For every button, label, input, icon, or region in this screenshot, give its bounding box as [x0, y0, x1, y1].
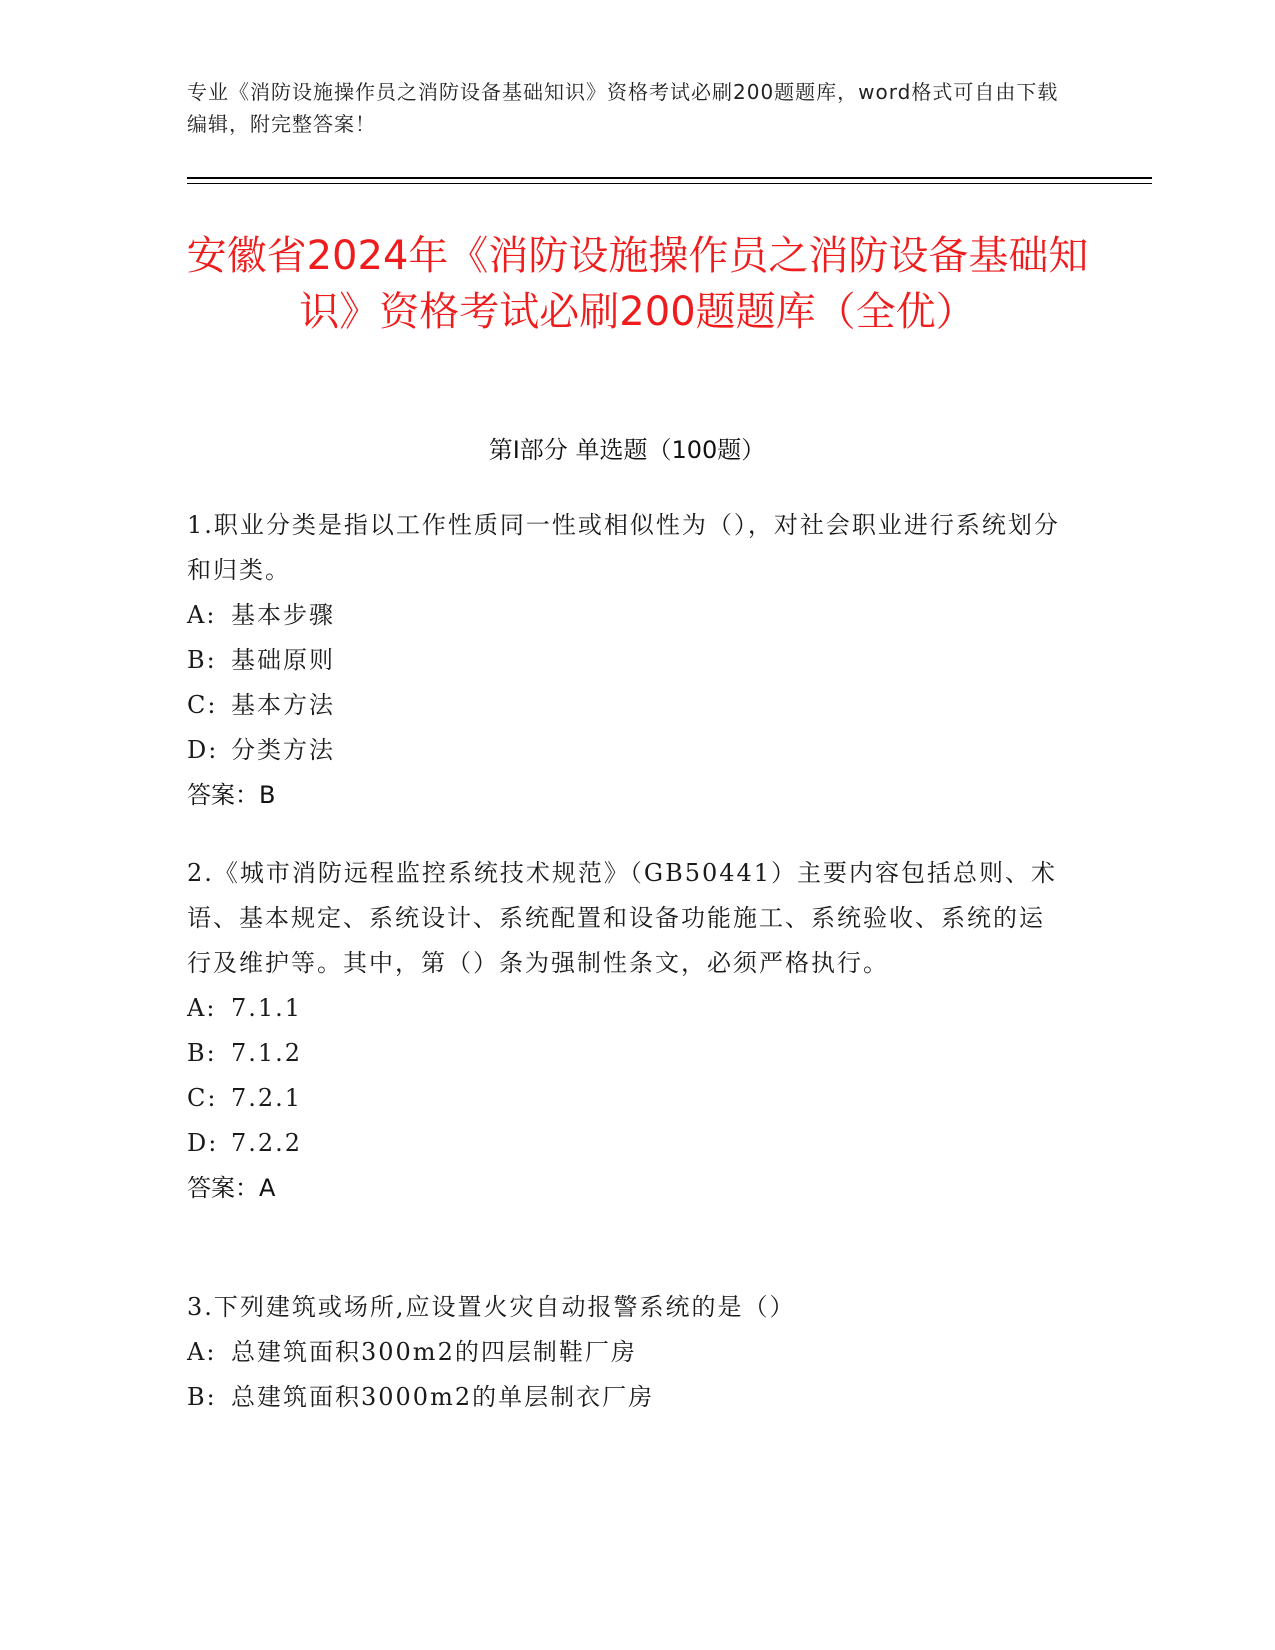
- option-key: D:: [187, 736, 219, 764]
- question-2-option-c: [187, 1076, 1067, 1121]
- option-text: 7.1.2: [231, 1039, 303, 1067]
- option-key: D:: [187, 1129, 219, 1157]
- option-key: A:: [187, 601, 217, 629]
- option-text: 总建筑面积3000m2的单层制衣厂房: [231, 1383, 655, 1411]
- question-1-option-a: [187, 593, 1067, 638]
- question-2-text: 2.《城市消防远程监控系统技术规范》（GB50441）主要内容包括总则、术语、基本规定、系统设计、系统配置和设备功能施工、系统验收、系统的运行及维护等。其中，第（）条为强制性条文，必须严格执行。: [187, 859, 1058, 977]
- option-text: 分类方法: [231, 736, 335, 764]
- question-1-option-d: [187, 728, 1067, 773]
- option-key: A:: [187, 1338, 217, 1366]
- question-3-option-b: [187, 1375, 1067, 1420]
- option-text: 基础原则: [231, 646, 335, 674]
- question-3-text: 3.下列建筑或场所,应设置火灾自动报警系统的是（）: [187, 1293, 796, 1321]
- question-2-option-b: [187, 1031, 1067, 1076]
- option-text: 7.2.1: [231, 1084, 303, 1112]
- header-divider-thin: [187, 183, 1152, 184]
- question-2: [187, 851, 1067, 1211]
- question-2-answer: 答案：A: [187, 1174, 276, 1202]
- option-key: A:: [187, 994, 217, 1022]
- question-1-answer: 答案：B: [187, 781, 276, 809]
- header-divider-thick: [187, 177, 1152, 179]
- question-1-option-c: [187, 683, 1067, 728]
- document-title: 安徽省2024年《消防设施操作员之消防设备基础知识》资格考试必刷200题题库（全优）: [186, 233, 1089, 335]
- section-heading: 第I部分 单选题（100题）: [488, 436, 766, 464]
- option-key: B:: [187, 646, 217, 674]
- option-text: 7.1.1: [231, 994, 303, 1022]
- question-1-option-b: [187, 638, 1067, 683]
- question-3: [187, 1285, 1067, 1420]
- option-text: 总建筑面积300m2的四层制鞋厂房: [231, 1338, 637, 1366]
- question-2-option-d: [187, 1121, 1067, 1166]
- question-1-text: 1.职业分类是指以工作性质同一性或相似性为（），对社会职业进行系统划分和归类。: [187, 511, 1060, 584]
- question-1: [187, 503, 1067, 818]
- question-2-option-a: [187, 986, 1067, 1031]
- option-key: C:: [187, 691, 218, 719]
- option-text: 7.2.2: [231, 1129, 303, 1157]
- option-key: B:: [187, 1383, 217, 1411]
- header-note: 专业《消防设施操作员之消防设备基础知识》资格考试必刷200题题库，word格式可自由下载编辑，附完整答案！: [187, 80, 1059, 136]
- question-3-option-a: [187, 1330, 1067, 1375]
- option-key: C:: [187, 1084, 218, 1112]
- option-text: 基本步骤: [231, 601, 335, 629]
- option-text: 基本方法: [231, 691, 335, 719]
- option-key: B:: [187, 1039, 217, 1067]
